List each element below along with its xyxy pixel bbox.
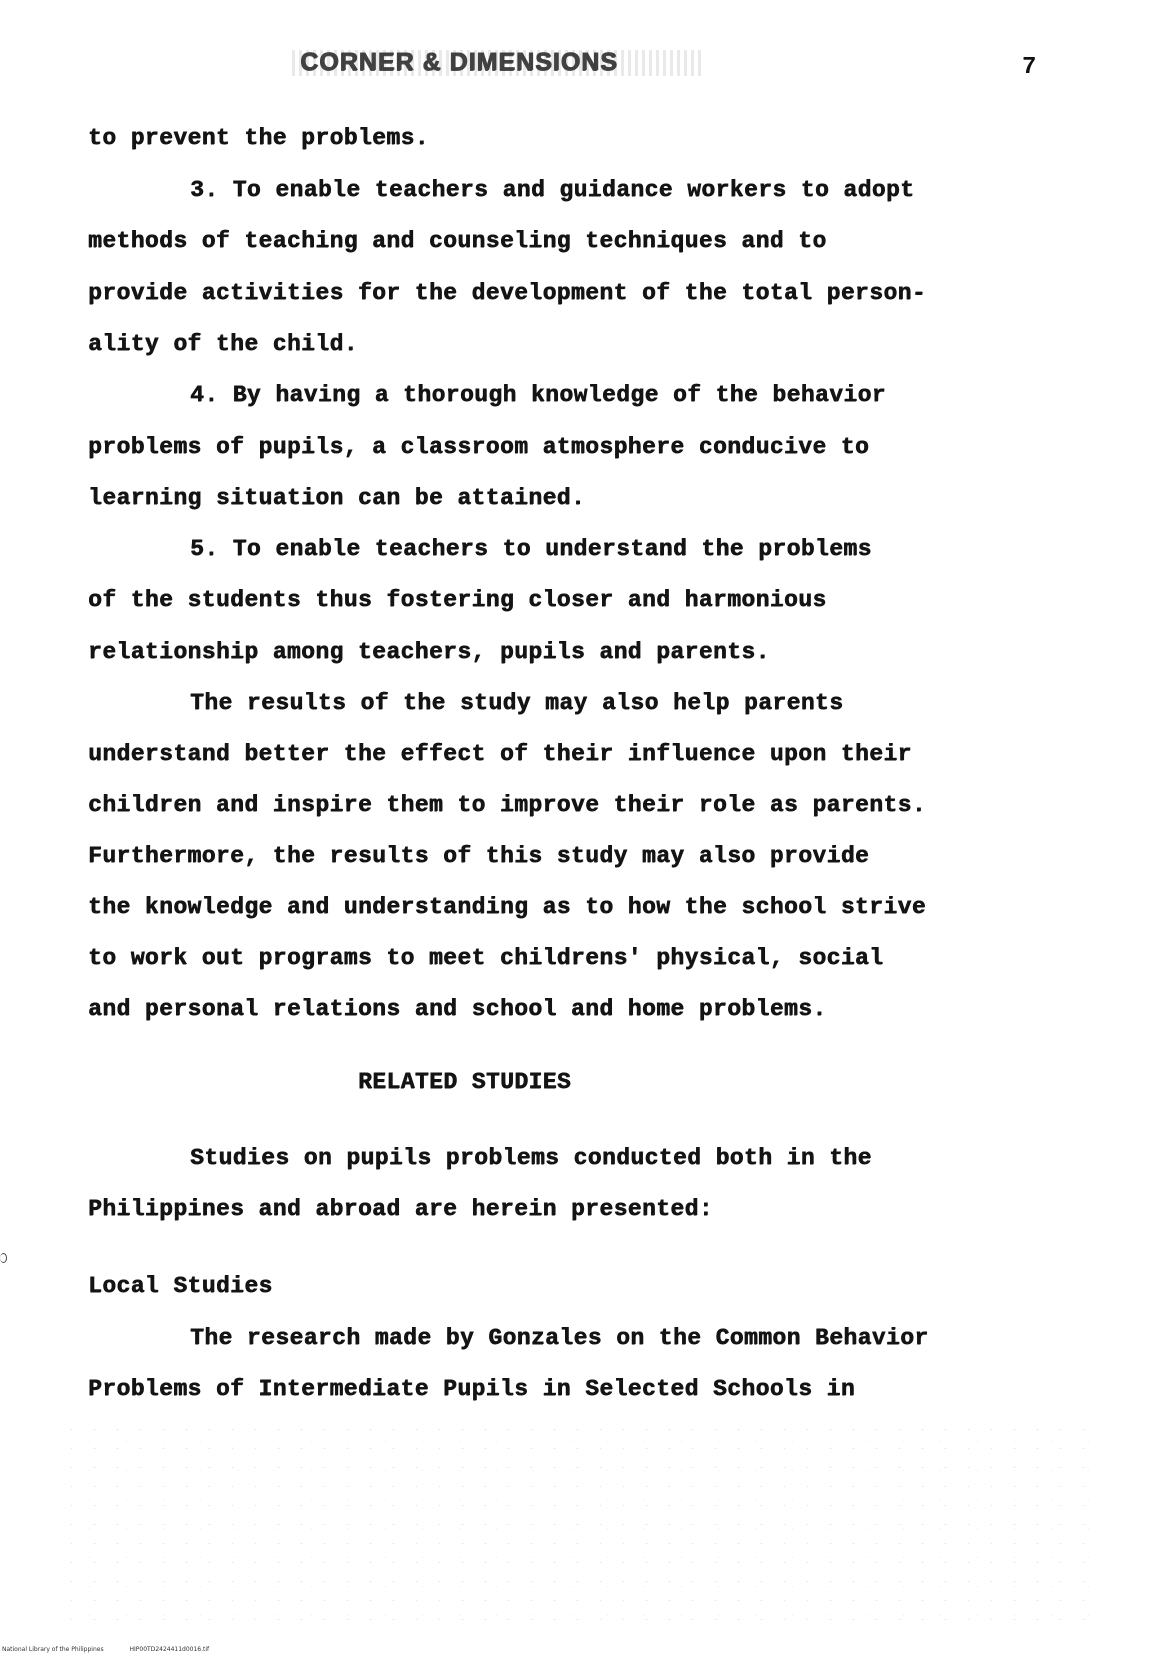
body-line: of the students thus fostering closer and harmonious [88,587,827,613]
body-line: the knowledge and understanding as to how the school strive [88,894,926,920]
footer-file-id: HIP00TD2424411d0016.tif [129,1646,210,1653]
body-line: to prevent the problems. [88,125,429,151]
body-line: children and inspire them to improve their role as parents. [88,792,926,818]
edge-mark [0,1253,7,1263]
body-line: and personal relations and school and home problems. [88,996,827,1022]
scan-noise [60,1420,1100,1620]
body-line: understand better the effect of their influence upon their [88,741,912,767]
body-line: Philippines and abroad are herein presented: [88,1196,713,1222]
section-heading: RELATED STUDIES [358,1069,572,1095]
body-line: The research made by Gonzales on the Common Behavior [190,1325,929,1351]
footer-library: National Library of the Philippines [2,1646,104,1653]
body-line: 3. To enable teachers and guidance workers to adopt [190,177,915,203]
body-line: provide activities for the development of the total person- [88,280,926,306]
body-line: relationship among teachers, pupils and parents. [88,639,770,665]
body-line: learning situation can be attained. [88,485,586,511]
body-line: ality of the child. [88,331,358,357]
body-line: methods of teaching and counseling techniques and to [88,228,827,254]
header-stamp-text: CORNER & DIMENSIONS [300,48,618,76]
body-line: The results of the study may also help parents [190,690,844,716]
header-stamp [292,44,702,82]
body-line: 4. By having a thorough knowledge of the behavior [190,382,886,408]
body-line: 5. To enable teachers to understand the problems [190,536,872,562]
body-line: Furthermore, the results of this study may also provide [88,843,870,869]
footer [2,1646,233,1653]
body-line: Problems of Intermediate Pupils in Selected Schools in [88,1376,855,1402]
body-line: to work out programs to meet childrens' physical, social [88,945,884,971]
subsection-heading: Local Studies [88,1273,273,1299]
body-line: Studies on pupils problems conducted both in the [190,1145,872,1171]
body-line: problems of pupils, a classroom atmosphere conducive to [88,434,870,460]
page-number: 7 [1022,54,1037,81]
